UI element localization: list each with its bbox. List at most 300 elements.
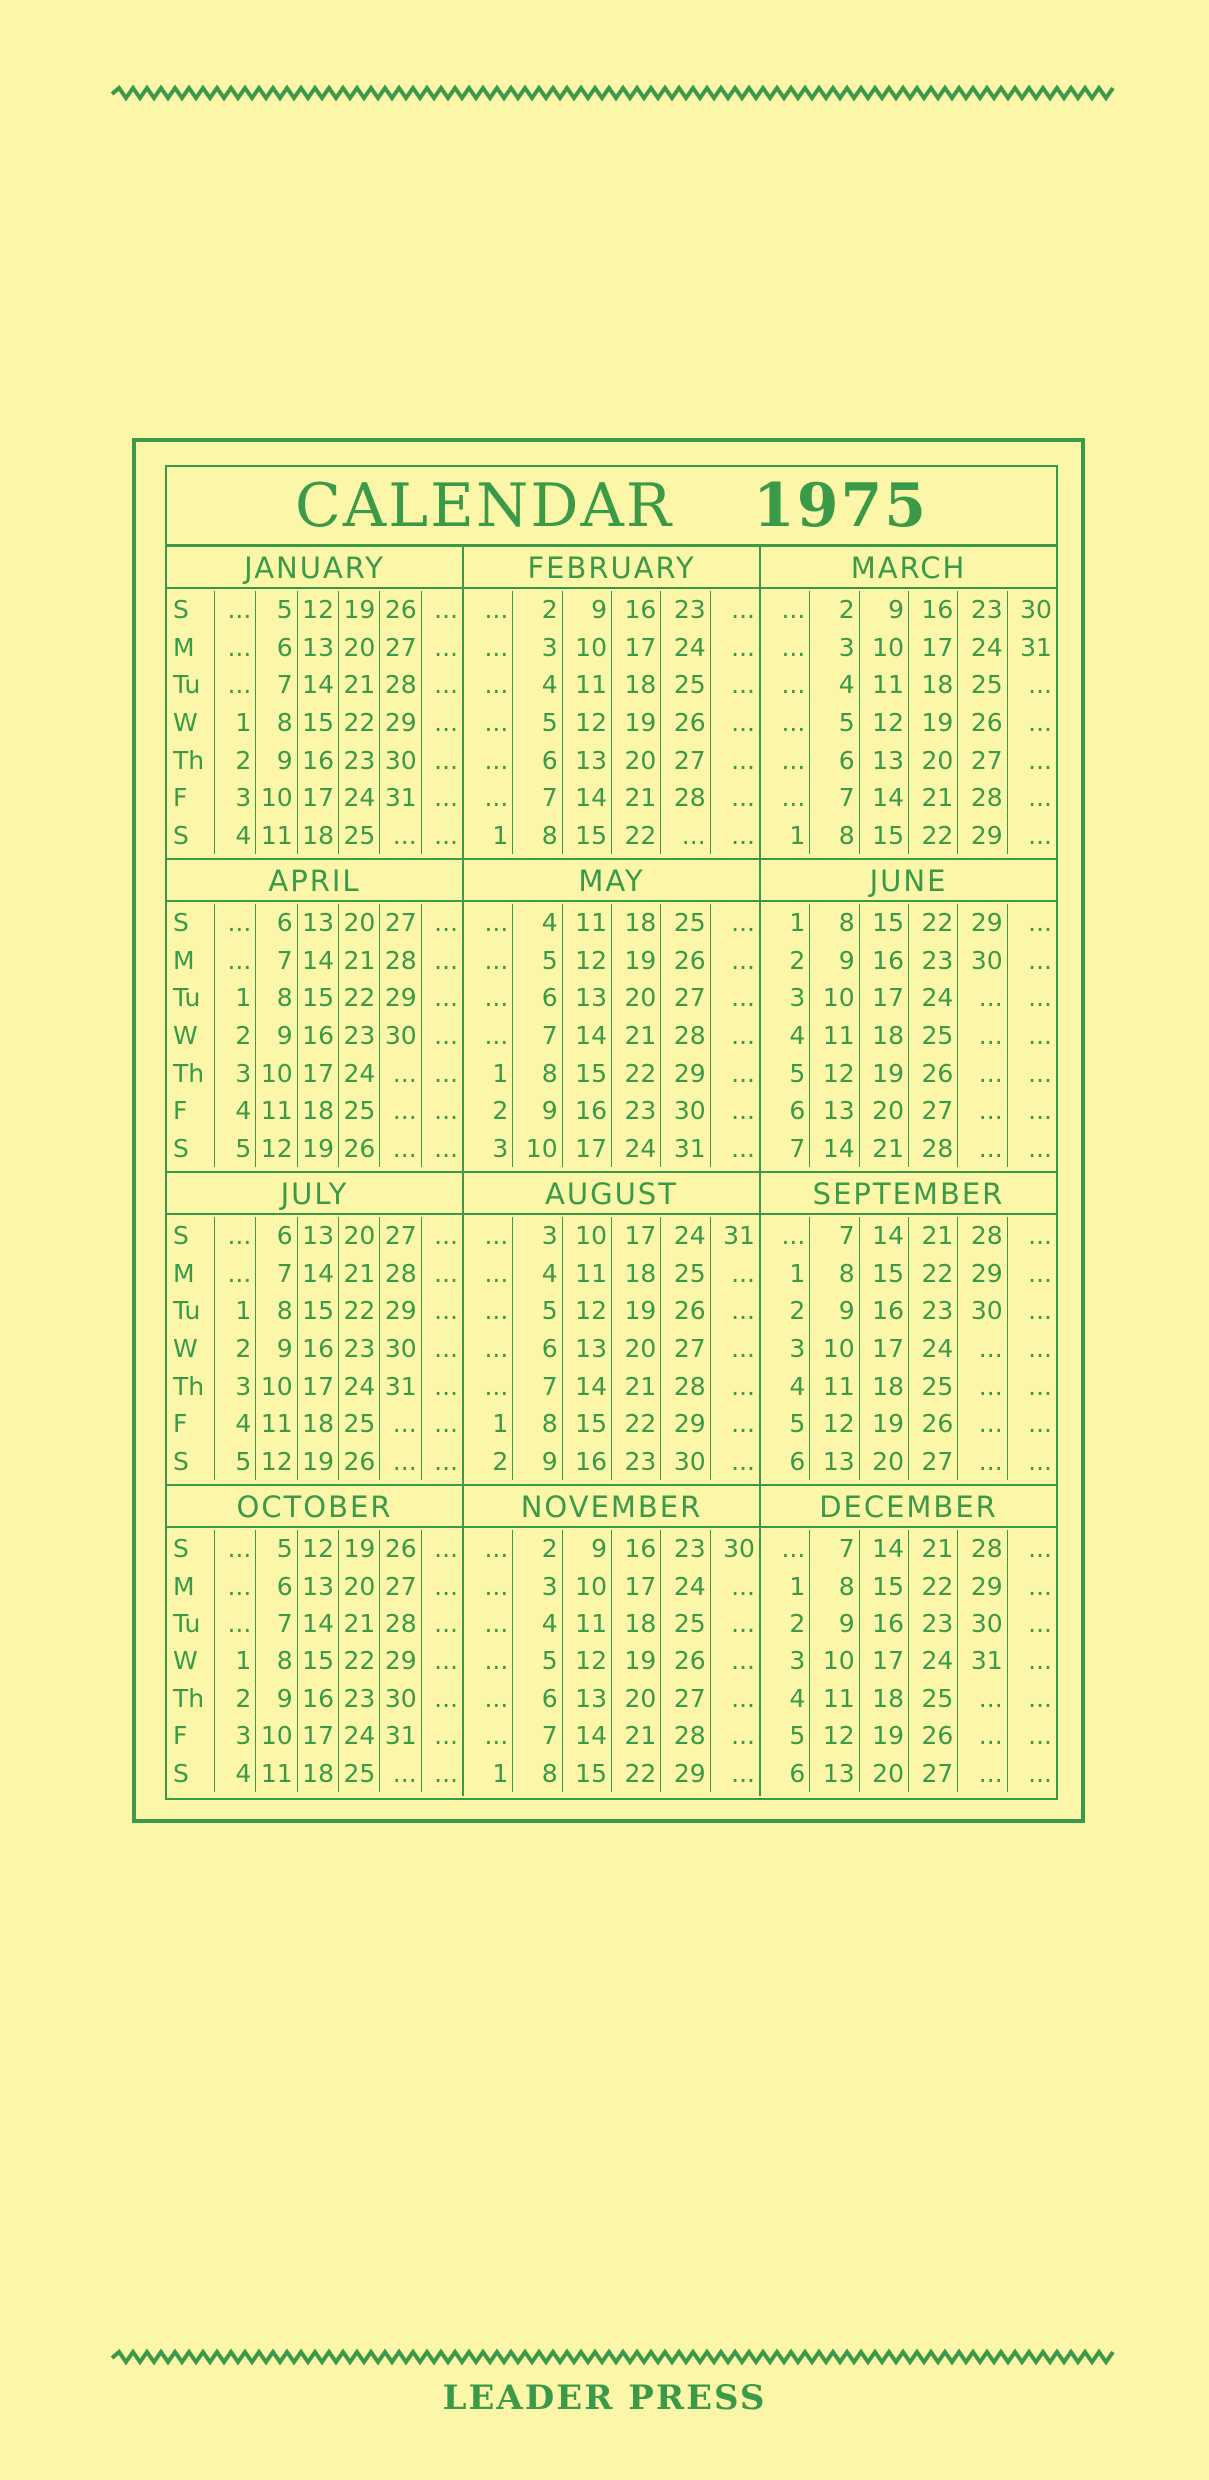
date-cell: 23 bbox=[661, 1530, 710, 1567]
day-label: Tu bbox=[167, 979, 215, 1017]
date-cell: ... bbox=[958, 1442, 1007, 1480]
date-cell: 9 bbox=[256, 1017, 297, 1055]
month-days bbox=[167, 902, 462, 1171]
date-cell: 29 bbox=[958, 904, 1007, 942]
date-cell: 31 bbox=[958, 1642, 1007, 1679]
week-day-row bbox=[464, 1217, 759, 1255]
date-cell: 6 bbox=[761, 1755, 810, 1792]
date-cell: ... bbox=[1028, 1446, 1052, 1476]
week-day-row bbox=[464, 1755, 759, 1792]
date-cell: ... bbox=[958, 1129, 1007, 1167]
month-days bbox=[167, 589, 462, 858]
date-cell: ... bbox=[1028, 745, 1052, 775]
date-cell: ... bbox=[464, 1642, 513, 1679]
date-cell: 5 bbox=[256, 591, 297, 629]
date-cell: ... bbox=[731, 783, 755, 813]
date-cell: 28 bbox=[958, 1530, 1007, 1567]
date-cell: 18 bbox=[612, 904, 661, 942]
date-cell: 2 bbox=[761, 1292, 810, 1330]
date-cell: ... bbox=[464, 1330, 513, 1368]
day-label: F bbox=[167, 1092, 215, 1130]
week-day-row bbox=[464, 741, 759, 779]
date-cell: 30 bbox=[380, 1017, 421, 1055]
date-cell: 9 bbox=[513, 1442, 562, 1480]
date-cell: 27 bbox=[661, 979, 710, 1017]
date-cell: 4 bbox=[761, 1680, 810, 1717]
date-cell: 1 bbox=[761, 1255, 810, 1293]
week-day-row bbox=[761, 629, 1056, 667]
date-cell: 4 bbox=[215, 1092, 256, 1130]
week-day-row bbox=[464, 591, 759, 629]
week-day-row bbox=[761, 591, 1056, 629]
week-day-row bbox=[761, 1680, 1056, 1717]
day-label: S bbox=[167, 904, 215, 942]
date-cell: 20 bbox=[860, 1442, 909, 1480]
date-cell: 21 bbox=[339, 1255, 380, 1293]
week-day-row bbox=[464, 816, 759, 854]
month-block bbox=[761, 1173, 1056, 1484]
date-cell: 15 bbox=[298, 979, 339, 1017]
week-day-row bbox=[167, 979, 462, 1017]
date-cell: 6 bbox=[761, 1092, 810, 1130]
date-cell: 31 bbox=[661, 1129, 710, 1167]
date-cell: ... bbox=[434, 1409, 458, 1439]
date-cell: ... bbox=[464, 1292, 513, 1330]
date-cell: 12 bbox=[810, 1405, 859, 1443]
quarter-row bbox=[167, 860, 1056, 1173]
date-cell: 7 bbox=[761, 1129, 810, 1167]
date-cell: 16 bbox=[612, 591, 661, 629]
month-block bbox=[464, 1486, 761, 1796]
date-cell: 19 bbox=[298, 1129, 339, 1167]
month-days bbox=[761, 1215, 1056, 1484]
date-cell: 20 bbox=[612, 1680, 661, 1717]
date-cell: 14 bbox=[563, 1017, 612, 1055]
date-cell: 10 bbox=[563, 1567, 612, 1604]
date-cell: 2 bbox=[761, 1605, 810, 1642]
date-cell: 22 bbox=[339, 1642, 380, 1679]
date-cell: 23 bbox=[339, 1330, 380, 1368]
date-cell: ... bbox=[215, 1255, 256, 1293]
date-cell: 18 bbox=[298, 1755, 339, 1792]
date-cell: 19 bbox=[612, 704, 661, 742]
date-cell: 17 bbox=[860, 1642, 909, 1679]
date-cell: 4 bbox=[761, 1017, 810, 1055]
date-cell: 24 bbox=[909, 1642, 958, 1679]
date-cell: ... bbox=[215, 904, 256, 942]
date-cell: ... bbox=[731, 1646, 755, 1676]
month-block bbox=[167, 860, 464, 1171]
date-cell: ... bbox=[434, 1334, 458, 1364]
date-cell: 1 bbox=[215, 979, 256, 1017]
week-day-row bbox=[167, 779, 462, 817]
date-cell: 9 bbox=[563, 591, 612, 629]
date-cell: ... bbox=[464, 1717, 513, 1754]
date-cell: 31 bbox=[723, 1221, 755, 1251]
week-day-row bbox=[167, 1405, 462, 1443]
date-cell: ... bbox=[731, 1258, 755, 1288]
date-cell: ... bbox=[434, 945, 458, 975]
month-name: DECEMBER bbox=[761, 1486, 1056, 1528]
day-label: Tu bbox=[167, 666, 215, 704]
date-cell: 30 bbox=[661, 1442, 710, 1480]
date-cell: ... bbox=[958, 1680, 1007, 1717]
date-cell: 16 bbox=[298, 1017, 339, 1055]
day-label: M bbox=[167, 942, 215, 980]
date-cell: 27 bbox=[380, 1567, 421, 1604]
date-cell: ... bbox=[958, 1092, 1007, 1130]
week-day-row bbox=[167, 816, 462, 854]
date-cell: 23 bbox=[958, 591, 1007, 629]
date-cell: 5 bbox=[513, 1292, 562, 1330]
date-cell: ... bbox=[434, 1058, 458, 1088]
week-day-row bbox=[167, 666, 462, 704]
date-cell: 2 bbox=[215, 1330, 256, 1368]
date-cell: 17 bbox=[860, 979, 909, 1017]
date-cell: 16 bbox=[860, 1292, 909, 1330]
day-label: S bbox=[167, 591, 215, 629]
week-day-row bbox=[464, 1405, 759, 1443]
date-cell: 2 bbox=[464, 1442, 513, 1480]
quarter-row bbox=[167, 1486, 1056, 1796]
date-cell: ... bbox=[1028, 783, 1052, 813]
month-block bbox=[167, 1173, 464, 1484]
date-cell: ... bbox=[958, 1367, 1007, 1405]
date-cell: ... bbox=[1028, 1609, 1052, 1639]
date-cell: 21 bbox=[339, 942, 380, 980]
date-cell: 8 bbox=[256, 1292, 297, 1330]
date-cell: 21 bbox=[909, 1530, 958, 1567]
date-cell: 5 bbox=[810, 704, 859, 742]
date-cell: ... bbox=[380, 1092, 421, 1130]
month-days bbox=[464, 589, 759, 858]
date-cell: 13 bbox=[298, 1567, 339, 1604]
day-label: Tu bbox=[167, 1605, 215, 1642]
date-cell: ... bbox=[464, 1367, 513, 1405]
date-cell: 16 bbox=[909, 591, 958, 629]
date-cell: 14 bbox=[563, 779, 612, 817]
date-cell: 8 bbox=[810, 1255, 859, 1293]
month-name: JUNE bbox=[761, 860, 1056, 902]
date-cell: 8 bbox=[810, 1567, 859, 1604]
week-day-row bbox=[464, 904, 759, 942]
month-name: NOVEMBER bbox=[464, 1486, 759, 1528]
week-day-row bbox=[167, 1717, 462, 1754]
date-cell: 8 bbox=[256, 979, 297, 1017]
date-cell: 22 bbox=[339, 979, 380, 1017]
date-cell: 20 bbox=[339, 1217, 380, 1255]
date-cell: ... bbox=[1028, 1409, 1052, 1439]
date-cell: 20 bbox=[339, 904, 380, 942]
date-cell: 8 bbox=[513, 816, 562, 854]
date-cell: 21 bbox=[612, 1367, 661, 1405]
date-cell: ... bbox=[215, 1567, 256, 1604]
date-cell: 8 bbox=[256, 704, 297, 742]
date-cell: 19 bbox=[298, 1442, 339, 1480]
date-cell: ... bbox=[434, 1296, 458, 1326]
date-cell: 2 bbox=[215, 1680, 256, 1717]
date-cell: 26 bbox=[661, 1292, 710, 1330]
date-cell: 14 bbox=[298, 666, 339, 704]
date-cell: ... bbox=[434, 1609, 458, 1639]
date-cell: ... bbox=[1028, 1571, 1052, 1601]
date-cell: 5 bbox=[761, 1405, 810, 1443]
date-cell: 3 bbox=[215, 1367, 256, 1405]
week-day-row bbox=[167, 741, 462, 779]
week-day-row bbox=[167, 1129, 462, 1167]
week-day-row bbox=[761, 1217, 1056, 1255]
week-day-row bbox=[761, 1717, 1056, 1754]
date-cell: 13 bbox=[298, 629, 339, 667]
week-day-row bbox=[167, 1755, 462, 1792]
month-name: JANUARY bbox=[167, 547, 462, 589]
date-cell: 28 bbox=[661, 1717, 710, 1754]
date-cell: 7 bbox=[810, 1217, 859, 1255]
week-day-row bbox=[464, 629, 759, 667]
date-cell: 19 bbox=[339, 591, 380, 629]
date-cell: 23 bbox=[612, 1092, 661, 1130]
date-cell: ... bbox=[380, 1054, 421, 1092]
date-cell: 26 bbox=[958, 704, 1007, 742]
date-cell: 5 bbox=[513, 704, 562, 742]
date-cell: 9 bbox=[860, 591, 909, 629]
date-cell: 4 bbox=[513, 666, 562, 704]
date-cell: 3 bbox=[215, 779, 256, 817]
week-day-row bbox=[464, 1680, 759, 1717]
date-cell: 8 bbox=[513, 1054, 562, 1092]
date-cell: 21 bbox=[860, 1129, 909, 1167]
date-cell: 24 bbox=[661, 1567, 710, 1604]
week-day-row bbox=[464, 1092, 759, 1130]
calendar-panel bbox=[165, 465, 1058, 1800]
date-cell: ... bbox=[1028, 1133, 1052, 1163]
date-cell: 15 bbox=[563, 816, 612, 854]
date-cell: 12 bbox=[256, 1129, 297, 1167]
date-cell: 1 bbox=[464, 1405, 513, 1443]
date-cell: 10 bbox=[563, 1217, 612, 1255]
week-day-row bbox=[761, 979, 1056, 1017]
date-cell: 22 bbox=[339, 704, 380, 742]
week-day-row bbox=[167, 942, 462, 980]
date-cell: 21 bbox=[612, 1717, 661, 1754]
date-cell: 11 bbox=[563, 666, 612, 704]
date-cell: 17 bbox=[612, 629, 661, 667]
date-cell: 17 bbox=[298, 1054, 339, 1092]
date-cell: ... bbox=[958, 1017, 1007, 1055]
date-cell: 13 bbox=[298, 1217, 339, 1255]
date-cell: ... bbox=[1028, 1296, 1052, 1326]
date-cell: 15 bbox=[298, 1292, 339, 1330]
date-cell: 7 bbox=[513, 1017, 562, 1055]
date-cell: ... bbox=[1028, 1334, 1052, 1364]
date-cell: 4 bbox=[513, 1605, 562, 1642]
date-cell: ... bbox=[434, 1646, 458, 1676]
date-cell: 31 bbox=[380, 1367, 421, 1405]
date-cell: ... bbox=[731, 1096, 755, 1126]
week-day-row bbox=[167, 1567, 462, 1604]
date-cell: ... bbox=[761, 704, 810, 742]
week-day-row bbox=[167, 1442, 462, 1480]
week-day-row bbox=[464, 1054, 759, 1092]
date-cell: 13 bbox=[810, 1755, 859, 1792]
date-cell: 14 bbox=[563, 1717, 612, 1754]
date-cell: 23 bbox=[339, 1017, 380, 1055]
date-cell: ... bbox=[434, 632, 458, 662]
week-day-row bbox=[167, 1092, 462, 1130]
date-cell: 4 bbox=[215, 1405, 256, 1443]
date-cell: 22 bbox=[612, 1405, 661, 1443]
date-cell: 28 bbox=[380, 666, 421, 704]
day-label: Th bbox=[167, 1367, 215, 1405]
date-cell: ... bbox=[731, 1571, 755, 1601]
date-cell: ... bbox=[464, 979, 513, 1017]
date-cell: 1 bbox=[761, 904, 810, 942]
date-cell: 21 bbox=[339, 666, 380, 704]
date-cell: 8 bbox=[513, 1405, 562, 1443]
date-cell: ... bbox=[434, 1534, 458, 1564]
date-cell: ... bbox=[731, 632, 755, 662]
date-cell: ... bbox=[434, 1721, 458, 1751]
date-cell: 29 bbox=[380, 1292, 421, 1330]
month-block bbox=[464, 1173, 761, 1484]
date-cell: 4 bbox=[513, 1255, 562, 1293]
date-cell: 31 bbox=[380, 1717, 421, 1754]
date-cell: ... bbox=[434, 820, 458, 850]
week-day-row bbox=[464, 1605, 759, 1642]
date-cell: 22 bbox=[909, 904, 958, 942]
date-cell: 13 bbox=[563, 741, 612, 779]
date-cell: ... bbox=[464, 1605, 513, 1642]
week-day-row bbox=[464, 1292, 759, 1330]
date-cell: 6 bbox=[761, 1442, 810, 1480]
date-cell: 26 bbox=[661, 942, 710, 980]
date-cell: ... bbox=[731, 1371, 755, 1401]
date-cell: 5 bbox=[513, 1642, 562, 1679]
date-cell: 12 bbox=[563, 704, 612, 742]
week-day-row bbox=[761, 1442, 1056, 1480]
date-cell: 27 bbox=[909, 1092, 958, 1130]
date-cell: 3 bbox=[464, 1129, 513, 1167]
date-cell: 3 bbox=[513, 1217, 562, 1255]
date-cell: ... bbox=[215, 591, 256, 629]
day-label: Th bbox=[167, 741, 215, 779]
date-cell: ... bbox=[731, 1021, 755, 1051]
date-cell: 24 bbox=[661, 1217, 710, 1255]
date-cell: ... bbox=[380, 1405, 421, 1443]
date-cell: 9 bbox=[563, 1530, 612, 1567]
date-cell: ... bbox=[434, 1683, 458, 1713]
month-days bbox=[464, 1215, 759, 1484]
week-day-row bbox=[761, 1255, 1056, 1293]
date-cell: 15 bbox=[563, 1405, 612, 1443]
month-days bbox=[761, 589, 1056, 858]
date-cell: 24 bbox=[909, 979, 958, 1017]
date-cell: ... bbox=[1028, 1221, 1052, 1251]
date-cell: 26 bbox=[909, 1054, 958, 1092]
date-cell: ... bbox=[761, 1217, 810, 1255]
date-cell: 29 bbox=[958, 1255, 1007, 1293]
date-cell: ... bbox=[1028, 1534, 1052, 1564]
date-cell: 22 bbox=[909, 1567, 958, 1604]
date-cell: 27 bbox=[958, 741, 1007, 779]
date-cell: 13 bbox=[563, 1680, 612, 1717]
week-day-row bbox=[167, 1054, 462, 1092]
date-cell: 15 bbox=[860, 1255, 909, 1293]
date-cell: 22 bbox=[612, 816, 661, 854]
date-cell: 6 bbox=[256, 629, 297, 667]
week-day-row bbox=[761, 1605, 1056, 1642]
date-cell: ... bbox=[434, 1221, 458, 1251]
date-cell: 11 bbox=[810, 1367, 859, 1405]
date-cell: 19 bbox=[909, 704, 958, 742]
date-cell: 7 bbox=[513, 1367, 562, 1405]
date-cell: 5 bbox=[256, 1530, 297, 1567]
week-day-row bbox=[761, 741, 1056, 779]
date-cell: ... bbox=[958, 1405, 1007, 1443]
month-name: APRIL bbox=[167, 860, 462, 902]
date-cell: 28 bbox=[661, 779, 710, 817]
date-cell: 11 bbox=[810, 1680, 859, 1717]
date-cell: ... bbox=[731, 820, 755, 850]
date-cell: 15 bbox=[298, 704, 339, 742]
date-cell: 3 bbox=[810, 629, 859, 667]
day-label: S bbox=[167, 1530, 215, 1567]
day-label: Tu bbox=[167, 1292, 215, 1330]
calendar-title-text: CALENDAR bbox=[295, 470, 673, 541]
week-day-row bbox=[167, 591, 462, 629]
date-cell: 22 bbox=[339, 1292, 380, 1330]
date-cell: ... bbox=[731, 908, 755, 938]
date-cell: 19 bbox=[612, 942, 661, 980]
date-cell: ... bbox=[761, 741, 810, 779]
date-cell: 14 bbox=[298, 1255, 339, 1293]
date-cell: 2 bbox=[810, 591, 859, 629]
date-cell: 16 bbox=[612, 1530, 661, 1567]
date-cell: 19 bbox=[612, 1292, 661, 1330]
date-cell: 11 bbox=[860, 666, 909, 704]
date-cell: ... bbox=[1028, 1683, 1052, 1713]
date-cell: 27 bbox=[909, 1755, 958, 1792]
date-cell: 21 bbox=[612, 779, 661, 817]
date-cell: 15 bbox=[860, 1567, 909, 1604]
week-day-row bbox=[464, 779, 759, 817]
date-cell: ... bbox=[434, 1446, 458, 1476]
date-cell: 17 bbox=[298, 779, 339, 817]
date-cell: ... bbox=[731, 1133, 755, 1163]
date-cell: 26 bbox=[661, 704, 710, 742]
date-cell: ... bbox=[215, 666, 256, 704]
date-cell: ... bbox=[434, 1258, 458, 1288]
date-cell: 9 bbox=[810, 1292, 859, 1330]
date-cell: 4 bbox=[761, 1367, 810, 1405]
date-cell: ... bbox=[731, 983, 755, 1013]
day-label: W bbox=[167, 1330, 215, 1368]
week-day-row bbox=[761, 1017, 1056, 1055]
date-cell: ... bbox=[1028, 1258, 1052, 1288]
date-cell: 27 bbox=[661, 741, 710, 779]
date-cell: ... bbox=[958, 979, 1007, 1017]
date-cell: 1 bbox=[215, 1292, 256, 1330]
date-cell: 29 bbox=[661, 1405, 710, 1443]
date-cell: 9 bbox=[256, 741, 297, 779]
week-day-row bbox=[167, 704, 462, 742]
date-cell: ... bbox=[731, 1296, 755, 1326]
date-cell: 16 bbox=[298, 741, 339, 779]
date-cell: 23 bbox=[909, 1292, 958, 1330]
date-cell: 3 bbox=[761, 1642, 810, 1679]
date-cell: 3 bbox=[761, 1330, 810, 1368]
date-cell: 12 bbox=[298, 1530, 339, 1567]
